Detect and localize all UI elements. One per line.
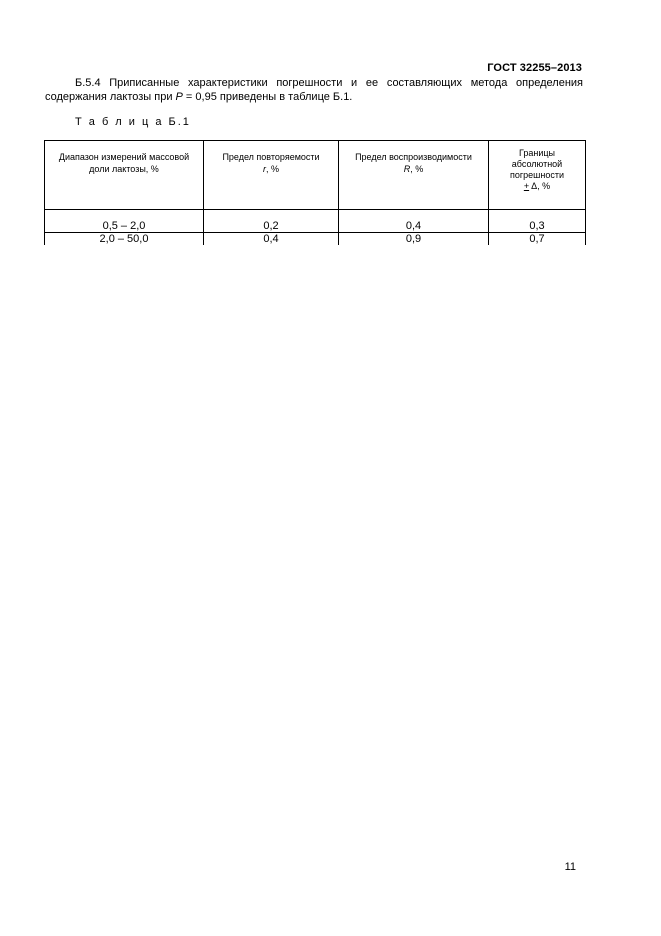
- header-error-bounds: [489, 141, 586, 210]
- header-error-line3: погрешности: [509, 170, 565, 180]
- page-number: 11: [564, 861, 576, 873]
- repeatability-unit: , %: [265, 164, 279, 174]
- reproducibility-unit: , %: [410, 164, 424, 174]
- standard-code: ГОСТ 32255–2013: [487, 62, 582, 74]
- table-row: [45, 210, 586, 233]
- paragraph-b54: [45, 76, 583, 104]
- header-error-line1: Границы: [519, 148, 555, 158]
- header-repeatability-line1: Предел повторяемости: [222, 152, 320, 162]
- header-reproducibility: [339, 141, 489, 210]
- paragraph-line-1: Б.5.4 Приписанные характеристики погрешности и ее составляющих метода определения: [75, 77, 583, 89]
- header-error-unit: Δ, %: [529, 181, 551, 191]
- table-caption: Т а б л и ц а Б.1: [75, 116, 191, 128]
- cell-error: 0,3: [489, 210, 586, 233]
- header-repeatability: [204, 141, 339, 210]
- header-repeatability-line2: [204, 163, 338, 175]
- table-header-row: [45, 141, 586, 210]
- probability-variable: P: [175, 91, 183, 103]
- header-error-line4: [489, 181, 585, 192]
- cell-range: 2,0 – 50,0: [45, 233, 204, 246]
- cell-reproducibility: 0,9: [339, 233, 489, 246]
- header-range-line2: доли лактозы, %: [89, 164, 159, 174]
- paragraph-line-2-start: содержания лактозы при: [45, 91, 176, 103]
- cell-reproducibility: 0,4: [339, 210, 489, 233]
- table-row: [45, 233, 586, 246]
- header-reproducibility-line1: Предел воспроизводимости: [355, 152, 472, 162]
- table-b1: [44, 140, 586, 245]
- cell-repeatability: 0,2: [204, 210, 339, 233]
- cell-range: 0,5 – 2,0: [45, 210, 204, 233]
- header-range: [45, 141, 204, 210]
- header-range-line1: Диапазон измерений массовой: [58, 152, 190, 162]
- header-error-line2: абсолютной: [511, 159, 563, 169]
- repeatability-variable: r: [262, 164, 266, 174]
- reproducibility-variable: R: [403, 164, 411, 174]
- plus-minus-sign: +: [523, 181, 530, 191]
- cell-repeatability: 0,4: [204, 233, 339, 246]
- header-reproducibility-line2: [339, 163, 488, 175]
- cell-error: 0,7: [489, 233, 586, 246]
- paragraph-line-2: [45, 90, 583, 104]
- paragraph-line-2-end: = 0,95 приведены в таблице Б.1.: [182, 91, 353, 103]
